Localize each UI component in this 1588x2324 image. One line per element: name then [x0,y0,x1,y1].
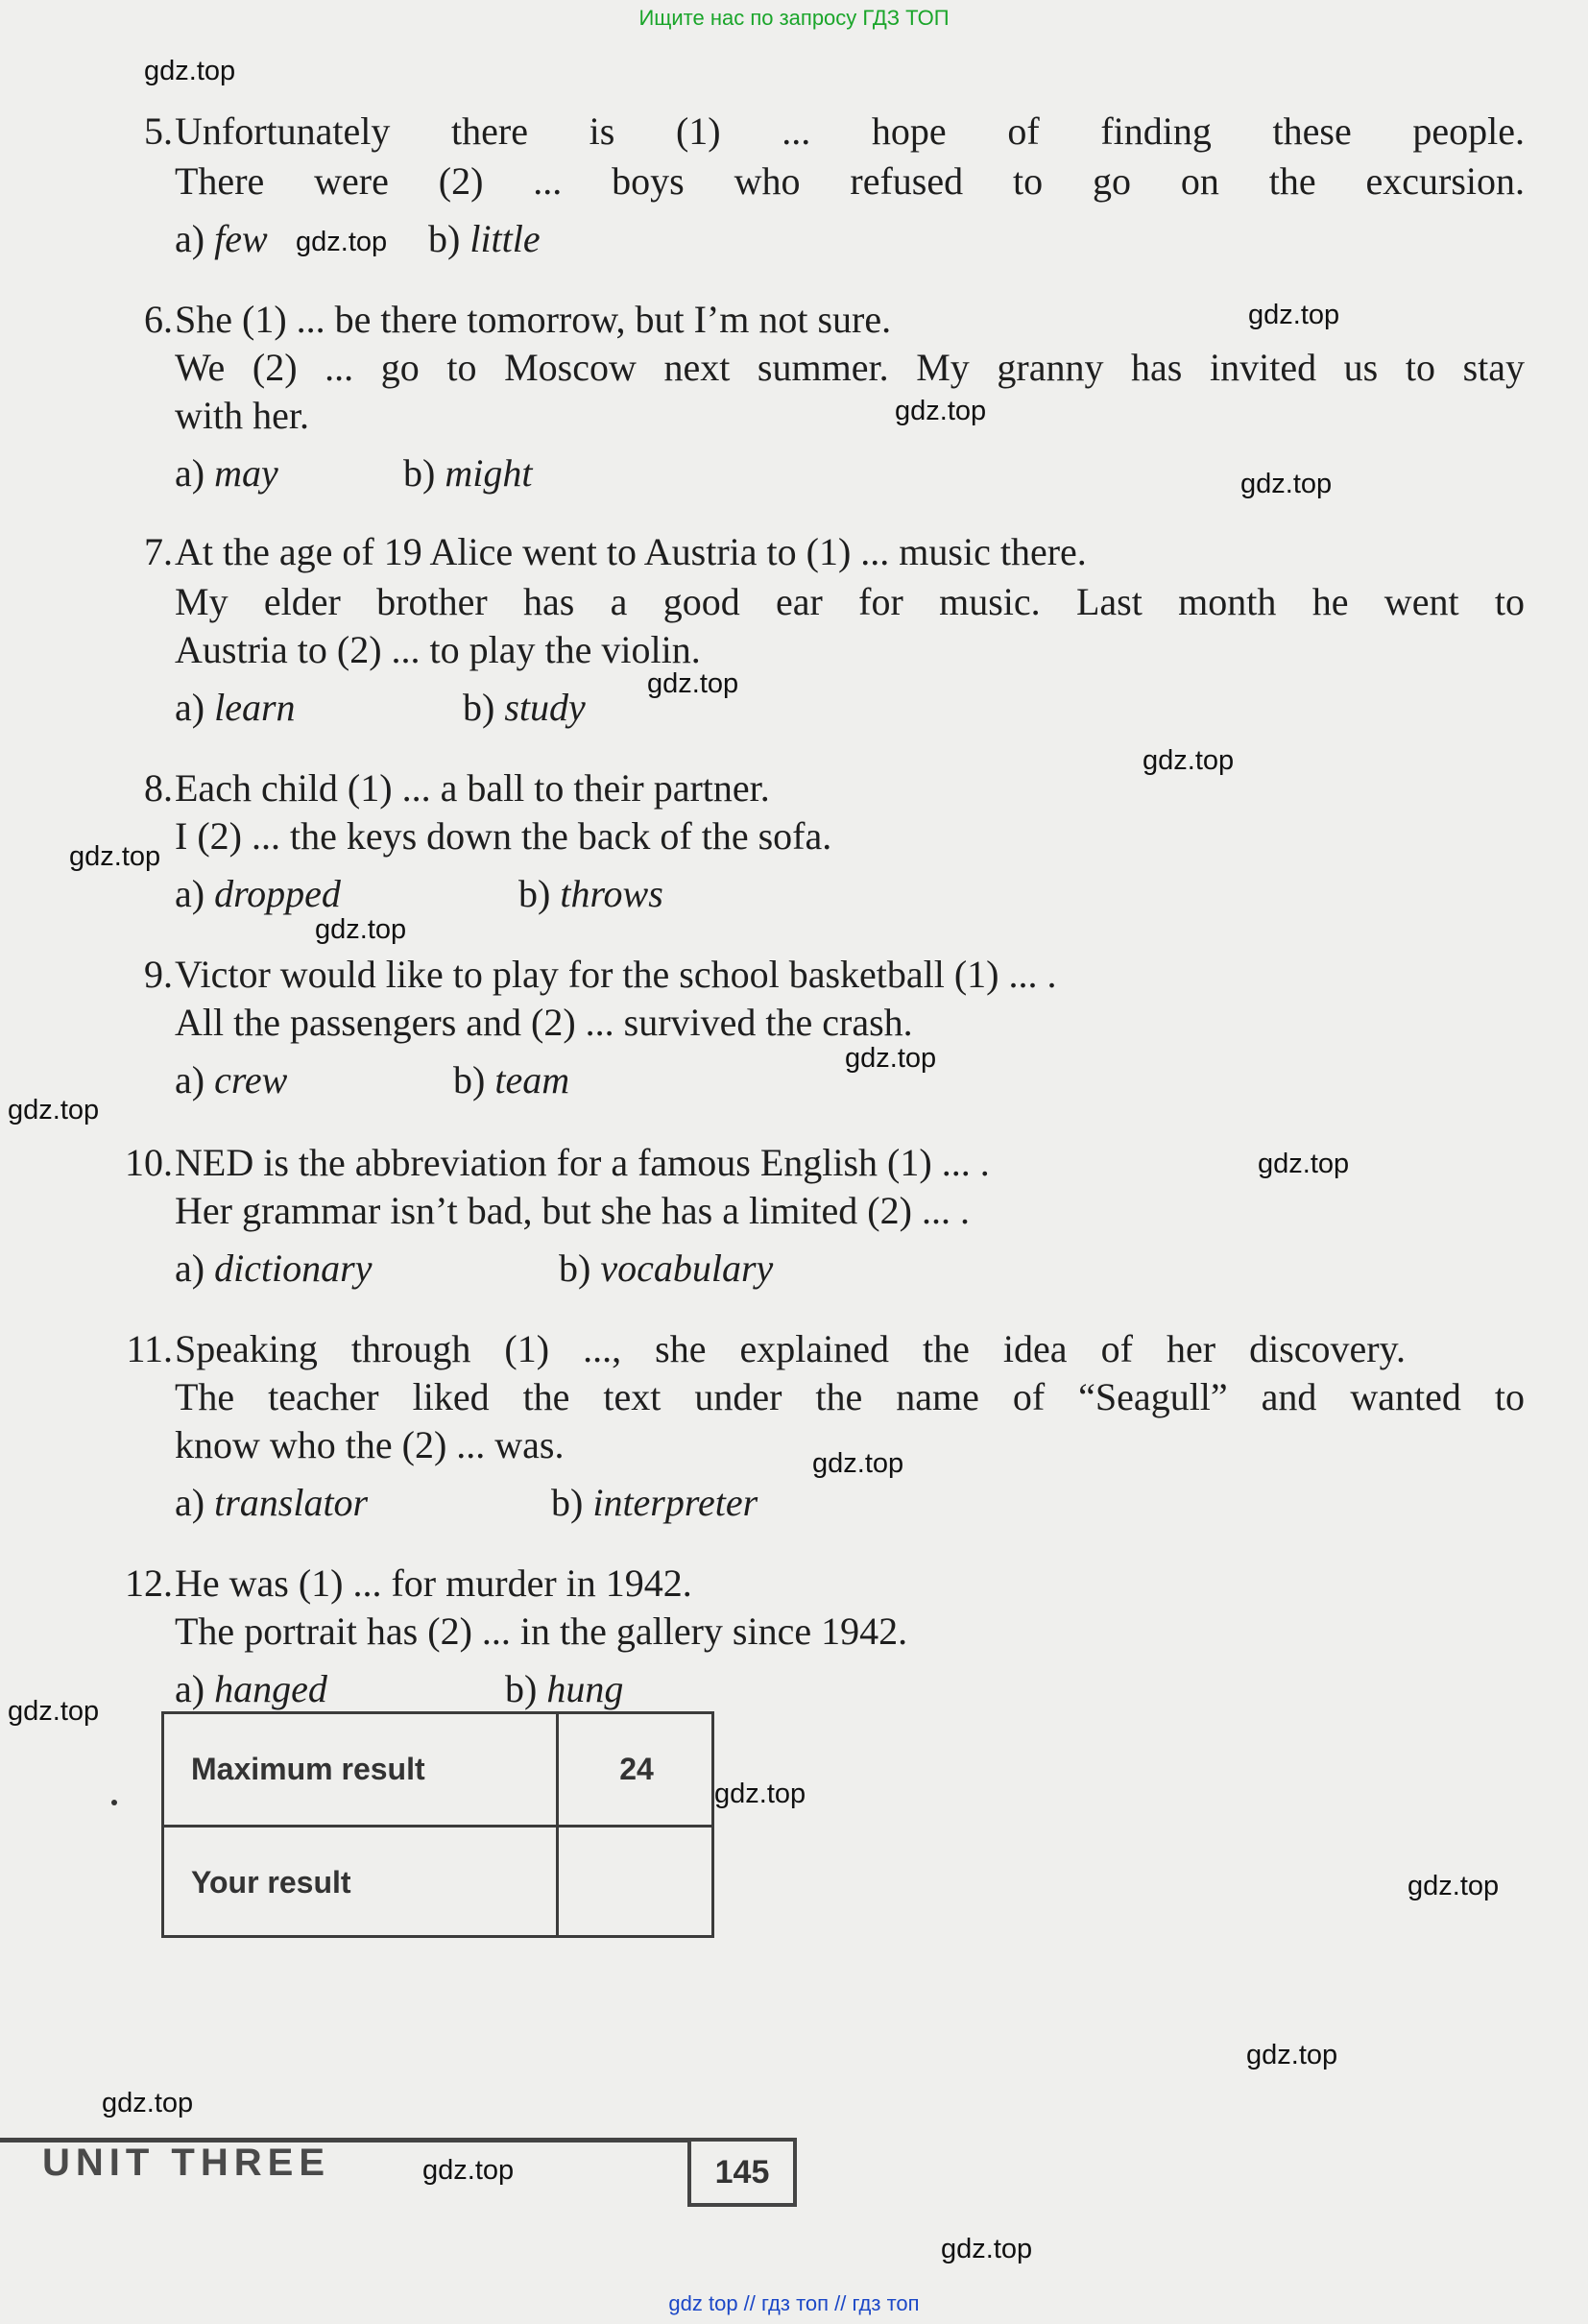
option-word: hung [546,1667,624,1710]
option-word: crew [214,1058,288,1101]
exercise-line: with her. [175,394,309,437]
option-word: few [214,217,268,260]
option-letter: b) [453,1058,486,1101]
watermark: gdz.top [8,1696,100,1727]
your-result-label: Your result [191,1865,351,1900]
exercise-number: 12. [125,1561,173,1605]
option-a [175,870,341,918]
option-letter: a) [175,1481,205,1524]
option-word: may [214,451,278,495]
exercise-number: 9. [144,953,173,996]
exercise-line: All the passengers and (2) ... survived the crash. [175,1001,913,1044]
option-word: learn [214,686,296,729]
option-letter: b) [428,217,461,260]
option-a [175,449,278,497]
option-word: dictionary [214,1247,373,1290]
your-result-value[interactable] [556,1828,714,1938]
exercise-number: 8. [144,766,173,810]
option-word: study [504,686,586,729]
watermark: gdz.top [895,396,987,426]
exercise-number: 10. [125,1141,173,1184]
exercise-line: I (2) ... the keys down the back of the sofa. [175,814,832,858]
option-letter: a) [175,872,205,915]
watermark: gdz.top [1246,2040,1338,2070]
watermark: gdz.top [845,1043,937,1074]
option-letter: b) [551,1481,584,1524]
option-word: hanged [214,1667,327,1710]
watermark: gdz.top [1258,1149,1350,1179]
option-letter: b) [518,872,551,915]
exercise-line: Austria to (2) ... to play the violin. [175,628,701,671]
watermark: gdz.top [1240,469,1333,499]
option-a [175,1665,327,1713]
option-b [428,215,541,263]
watermark: gdz.top [144,56,236,86]
option-b [463,684,586,732]
option-b [518,870,663,918]
option-a [175,1056,287,1104]
option-b [551,1479,758,1527]
option-b [453,1056,569,1104]
option-letter: a) [175,1247,205,1290]
watermark: gdz.top [941,2234,1033,2264]
watermark: gdz.top [647,668,739,699]
top-banner: Ищите нас по запросу ГДЗ ТОП [638,6,950,30]
result-table [161,1711,714,1938]
max-result-row [164,1714,711,1828]
exercise-line: NED is the abbreviation for a famous English (1) ... . [175,1141,990,1184]
max-result-value: 24 [556,1714,714,1825]
exercise-line: At the age of 19 Alice went to Austria to (1) ... music there. [175,530,1087,573]
watermark: gdz.top [296,227,388,257]
exercise-line: My elder brother has a good ear for music. Last month he went to [175,580,1525,623]
watermark: gdz.top [8,1095,100,1126]
exercise-line: She (1) ... be there tomorrow, but I’m not sure. [175,298,892,341]
option-letter: b) [463,686,495,729]
watermark: gdz.top [1408,1871,1500,1901]
exercise-line: Each child (1) ... a ball to their partner. [175,766,770,810]
option-a [175,684,296,732]
option-word: might [445,451,533,495]
page-number: 145 [687,2138,797,2207]
exercise-number: 7. [144,530,173,573]
option-word: little [469,217,541,260]
exercise-line: Unfortunately there is (1) ... hope of finding these people. [175,109,1525,153]
exercise-line: We (2) ... go to Moscow next summer. My granny has invited us to stay [175,346,1525,389]
watermark: gdz.top [1143,745,1235,776]
watermark: gdz.top [1248,300,1340,330]
option-letter: a) [175,686,205,729]
exercise-number: 5. [144,109,173,153]
option-word: vocabulary [600,1247,774,1290]
option-letter: b) [559,1247,591,1290]
option-letter: b) [403,451,436,495]
option-word: interpreter [592,1481,758,1524]
bottom-banner: gdz top // гдз топ // гдз топ [668,2291,920,2315]
option-word: throws [560,872,663,915]
option-a [175,1479,368,1527]
exercise-line: The portrait has (2) ... in the gallery since 1942. [175,1610,908,1653]
option-letter: b) [505,1667,538,1710]
watermark: gdz.top [69,841,161,872]
exercise-line: know who the (2) ... was. [175,1423,565,1466]
your-result-row [164,1828,711,1938]
option-letter: a) [175,451,205,495]
watermark: gdz.top [422,2155,515,2186]
option-a [175,215,268,263]
exercise-line: Speaking through (1) ..., she explained the idea of her discovery. [175,1327,1406,1370]
max-result-label: Maximum result [191,1752,425,1786]
option-word: translator [214,1481,369,1524]
option-letter: a) [175,1667,205,1710]
exercise-number: 11. [126,1327,173,1370]
option-letter: a) [175,1058,205,1101]
watermark: gdz.top [714,1779,806,1809]
exercise-line: The teacher liked the text under the name of “Seagull” and wanted to [175,1375,1525,1418]
footer-unit-title: UNIT THREE [42,2142,330,2184]
watermark: gdz.top [315,914,407,945]
option-letter: a) [175,217,205,260]
option-b [403,449,532,497]
option-b [505,1665,623,1713]
option-word: dropped [214,872,341,915]
exercise-line: Her grammar isn’t bad, but she has a limited (2) ... . [175,1189,970,1232]
option-b [559,1245,773,1293]
exercise-line: There were (2) ... boys who refused to go on the excursion. [175,159,1525,203]
option-a [175,1245,373,1293]
dot-mark [111,1800,117,1805]
exercise-line: Victor would like to play for the school basketball (1) ... . [175,953,1057,996]
option-word: team [494,1058,570,1101]
exercise-line: He was (1) ... for murder in 1942. [175,1561,692,1605]
exercise-number: 6. [144,298,173,341]
watermark: gdz.top [812,1448,904,1479]
watermark: gdz.top [102,2088,194,2118]
